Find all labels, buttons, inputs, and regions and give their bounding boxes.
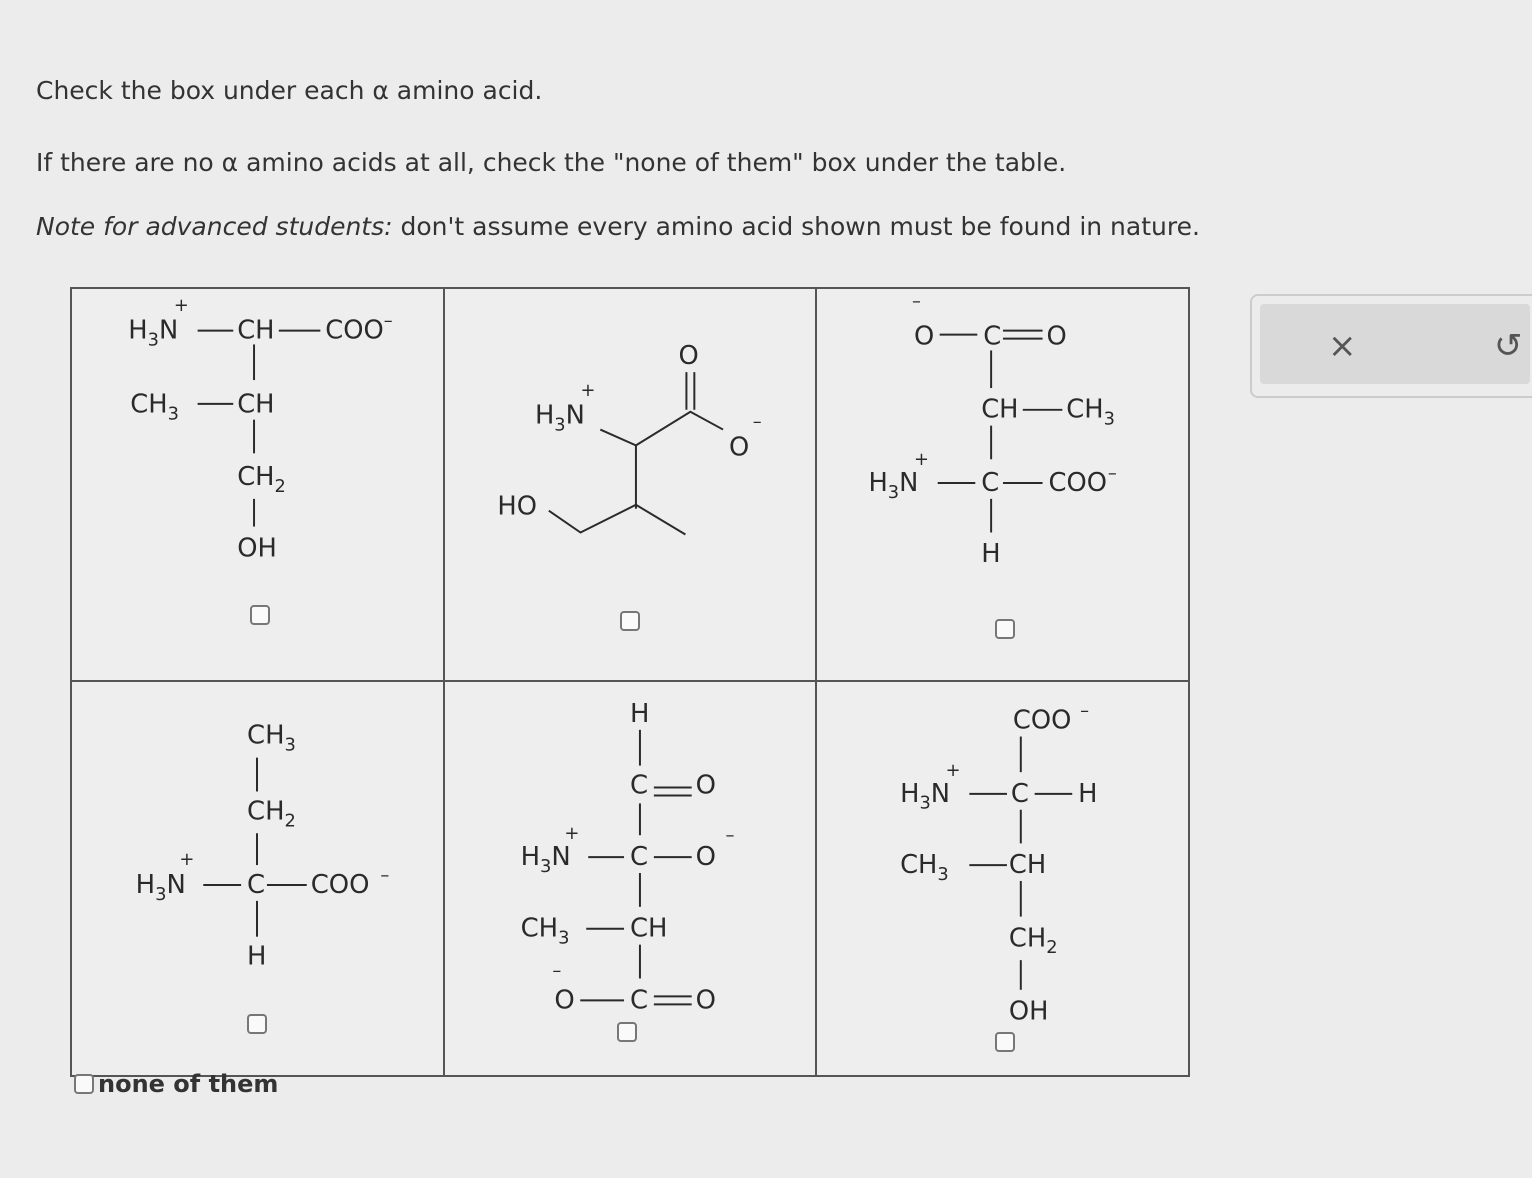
none-of-them-option[interactable] [74, 1070, 278, 1098]
structure-6-diagram [817, 682, 1188, 1075]
svg-text:C: C [983, 321, 1002, 352]
svg-text:–: – [1080, 700, 1090, 722]
svg-text:HO: HO [497, 491, 537, 522]
svg-text:C: C [981, 467, 1000, 498]
structure-cell-2 [445, 289, 817, 682]
svg-text:+: + [564, 823, 580, 845]
svg-text:C: C [1010, 778, 1029, 809]
instruction-line-3 [36, 212, 1200, 241]
svg-text:–: – [725, 825, 735, 847]
svg-text:H3N: $H_3N$ [534, 400, 585, 436]
svg-text:COO: COO [310, 869, 370, 900]
svg-text:O: O [913, 321, 935, 352]
svg-text:O: O [728, 432, 750, 463]
advanced-note-label: Note for advanced students: [36, 212, 393, 241]
svg-text:–: – [1107, 463, 1117, 485]
svg-text:H3N: $H_3N$ [900, 778, 951, 814]
svg-text:H3N: $H_3N$ [135, 869, 186, 905]
svg-text:H3N: $H_3N$ [128, 315, 179, 351]
structure-4-checkbox[interactable] [247, 1014, 267, 1034]
svg-text:OH: OH [1008, 996, 1049, 1027]
svg-text:H: H [1078, 778, 1098, 809]
instruction-line-1: Check the box under each α amino acid. [36, 76, 543, 105]
svg-text:O: O [695, 770, 717, 801]
svg-text:CH: CH [630, 913, 668, 944]
toolbar-panel [1260, 304, 1530, 384]
svg-text:CH2: $CH_2$ [237, 461, 286, 497]
svg-text:CH2: $CH_2$ [247, 796, 296, 832]
svg-text:OH: OH [237, 533, 277, 564]
svg-text:CH3: $CH_3$ [247, 720, 296, 756]
svg-text:C: C [630, 770, 649, 801]
svg-text:H3N: $H_3N$ [520, 842, 571, 878]
svg-text:+: + [913, 449, 929, 471]
structure-2-checkbox[interactable] [620, 611, 640, 631]
svg-text:C: C [630, 985, 649, 1016]
structure-table [70, 287, 1190, 1077]
svg-text:H: H [630, 698, 650, 729]
structure-3-checkbox[interactable] [995, 619, 1015, 639]
svg-text:–: – [552, 960, 562, 982]
svg-text:COO: COO [1012, 705, 1072, 736]
svg-text:O: O [678, 341, 699, 372]
structure-cell-1 [72, 289, 445, 682]
svg-text:–: – [383, 310, 393, 332]
answer-toolbar [1250, 294, 1532, 398]
structure-5-diagram [445, 682, 815, 1075]
svg-text:COO: COO [1048, 467, 1107, 498]
none-of-them-checkbox[interactable] [74, 1074, 94, 1094]
clear-icon[interactable]: × [1328, 326, 1357, 366]
structure-1-checkbox[interactable] [250, 605, 270, 625]
svg-text:O: O [554, 985, 575, 1016]
svg-text:CH2: $CH_2$ [1008, 923, 1058, 959]
svg-text:–: – [911, 290, 921, 312]
svg-text:CH3: $CH_3$ [900, 850, 949, 885]
instruction-line-2: If there are no α amino acids at all, check the "none of them" box under the table. [36, 148, 1067, 177]
svg-text:–: – [380, 864, 390, 886]
svg-text:+: + [173, 294, 189, 316]
svg-text:CH3: $CH_3$ [1066, 394, 1115, 430]
structure-cell-4 [72, 682, 445, 1075]
svg-text:CH3: $CH_3$ [520, 913, 570, 949]
svg-text:O: O [695, 985, 717, 1016]
structure-cell-5 [445, 682, 817, 1075]
svg-text:O: O [1046, 321, 1067, 352]
undo-icon[interactable]: ↺ [1494, 326, 1523, 366]
svg-text:CH: CH [981, 394, 1019, 425]
svg-text:CH: CH [237, 315, 275, 346]
svg-text:+: + [945, 760, 961, 782]
none-of-them-label: none of them [98, 1070, 279, 1098]
svg-text:H: H [981, 539, 1001, 570]
structure-6-checkbox[interactable] [995, 1032, 1015, 1052]
advanced-note-text: don't assume every amino acid shown must be found in nature. [392, 212, 1200, 241]
svg-text:CH: CH [237, 389, 275, 420]
svg-text:CH: CH [1008, 850, 1047, 881]
svg-text:H3N: $H_3N$ [868, 467, 919, 503]
svg-text:C: C [247, 869, 266, 900]
structure-cell-6 [817, 682, 1188, 1075]
svg-text:C: C [630, 842, 649, 873]
svg-text:+: + [179, 849, 195, 871]
svg-text:COO: COO [325, 315, 384, 346]
structure-5-checkbox[interactable] [617, 1022, 637, 1042]
svg-text:–: – [752, 411, 762, 433]
svg-text:O: O [695, 842, 717, 873]
svg-text:H: H [247, 941, 267, 972]
svg-text:+: + [580, 379, 596, 401]
svg-text:CH3: $CH_3$ [130, 389, 179, 425]
structure-cell-3 [817, 289, 1188, 682]
